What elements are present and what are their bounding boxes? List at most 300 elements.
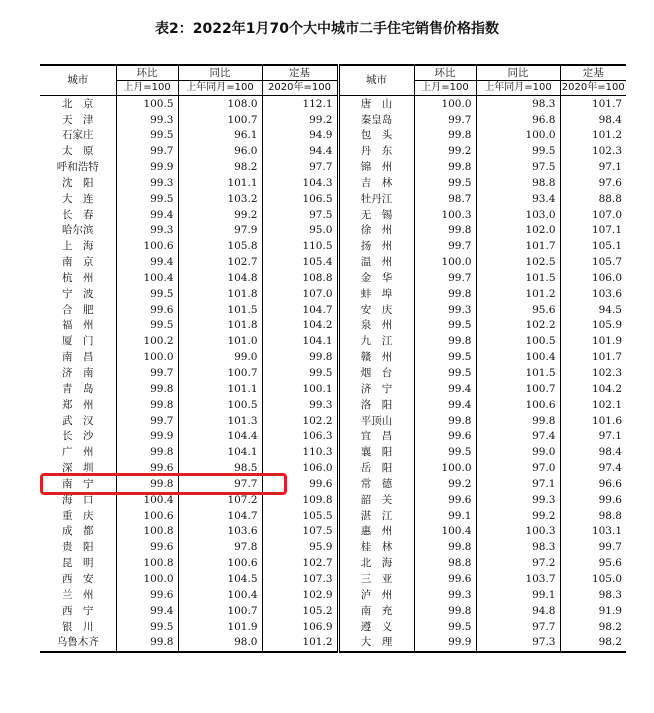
yoy-value: 104.8 bbox=[178, 270, 262, 286]
base-value: 100.1 bbox=[262, 381, 338, 397]
city-name: 蚌 埠 bbox=[338, 286, 414, 302]
base-value: 97.1 bbox=[560, 429, 626, 445]
yoy-value: 98.2 bbox=[178, 159, 262, 175]
yoy-value: 103.2 bbox=[178, 191, 262, 207]
city-name: 南 充 bbox=[338, 603, 414, 619]
mom-value: 99.8 bbox=[414, 603, 476, 619]
base-value: 97.5 bbox=[262, 207, 338, 223]
mom-value: 99.7 bbox=[414, 239, 476, 255]
yoy-value: 100.6 bbox=[178, 555, 262, 571]
mom-value: 99.4 bbox=[116, 207, 178, 223]
mom-value: 99.5 bbox=[414, 318, 476, 334]
base-value: 99.2 bbox=[262, 112, 338, 128]
city-name: 扬 州 bbox=[338, 239, 414, 255]
city-name: 锦 州 bbox=[338, 159, 414, 175]
yoy-value: 100.4 bbox=[178, 587, 262, 603]
table-row bbox=[40, 508, 626, 524]
city-name: 天 津 bbox=[62, 113, 94, 126]
yoy-value: 93.4 bbox=[476, 191, 560, 207]
city-name: 安 庆 bbox=[338, 302, 414, 318]
mom-value: 100.0 bbox=[414, 96, 476, 112]
city-name: 大 连 bbox=[62, 192, 94, 205]
mom-value: 99.6 bbox=[116, 587, 178, 603]
table-row bbox=[40, 191, 626, 207]
base-value: 98.3 bbox=[560, 587, 626, 603]
yoy-value: 97.3 bbox=[476, 635, 560, 652]
yoy-value: 99.5 bbox=[476, 144, 560, 160]
mom-value: 99.8 bbox=[414, 128, 476, 144]
base-value: 105.9 bbox=[560, 318, 626, 334]
city-name: 南 宁 bbox=[62, 477, 94, 490]
yoy-value: 104.5 bbox=[178, 571, 262, 587]
base-value: 108.8 bbox=[262, 270, 338, 286]
base-value: 106.0 bbox=[262, 460, 338, 476]
base-value: 98.2 bbox=[560, 619, 626, 635]
yoy-value: 97.1 bbox=[476, 476, 560, 492]
table-row bbox=[40, 239, 626, 255]
mom-value: 99.9 bbox=[116, 429, 178, 445]
base-value: 107.5 bbox=[262, 524, 338, 540]
yoy-value: 101.9 bbox=[178, 619, 262, 635]
mom-value: 99.8 bbox=[116, 445, 178, 461]
base-value: 99.8 bbox=[262, 350, 338, 366]
table-row bbox=[40, 270, 626, 286]
city-name: 哈尔滨 bbox=[62, 224, 94, 237]
mom-value: 99.2 bbox=[414, 144, 476, 160]
mom-value: 100.4 bbox=[116, 270, 178, 286]
city-name: 常 德 bbox=[338, 476, 414, 492]
city-name: 烟 台 bbox=[338, 365, 414, 381]
base-value: 106.9 bbox=[262, 619, 338, 635]
yoy-value: 101.5 bbox=[476, 270, 560, 286]
yoy-value: 103.6 bbox=[178, 524, 262, 540]
city-name: 广 州 bbox=[62, 446, 94, 459]
mom-value: 99.4 bbox=[116, 254, 178, 270]
base-value: 101.7 bbox=[560, 350, 626, 366]
city-name: 南 京 bbox=[62, 256, 94, 269]
mom-value: 100.2 bbox=[116, 334, 178, 350]
mom-value: 98.8 bbox=[414, 555, 476, 571]
yoy-value: 100.4 bbox=[476, 350, 560, 366]
base-value: 103.1 bbox=[560, 524, 626, 540]
table-row bbox=[40, 619, 626, 635]
city-name: 石家庄 bbox=[62, 129, 94, 142]
mom-value: 99.8 bbox=[116, 397, 178, 413]
city-name: 牡丹江 bbox=[338, 191, 414, 207]
mom-value: 100.3 bbox=[414, 207, 476, 223]
mom-value: 99.6 bbox=[414, 429, 476, 445]
table-row bbox=[40, 223, 626, 239]
mom-value: 99.6 bbox=[414, 571, 476, 587]
yoy-value: 103.7 bbox=[476, 571, 560, 587]
base-value: 104.7 bbox=[262, 302, 338, 318]
city-name: 沈 阳 bbox=[62, 176, 94, 189]
city-name: 金 华 bbox=[338, 270, 414, 286]
city-name: 重 庆 bbox=[62, 509, 94, 522]
yoy-value: 97.4 bbox=[476, 429, 560, 445]
base-value: 106.5 bbox=[262, 191, 338, 207]
base-value: 97.7 bbox=[262, 159, 338, 175]
mom-value: 99.8 bbox=[116, 381, 178, 397]
mom-header: 环比 bbox=[116, 65, 178, 81]
base-value: 98.4 bbox=[560, 112, 626, 128]
yoy-value: 95.6 bbox=[476, 302, 560, 318]
yoy-value: 100.7 bbox=[178, 365, 262, 381]
table-row bbox=[40, 413, 626, 429]
base-value: 98.8 bbox=[560, 508, 626, 524]
city-name: 宜 昌 bbox=[338, 429, 414, 445]
yoy-value: 102.0 bbox=[476, 223, 560, 239]
base-value: 94.5 bbox=[560, 302, 626, 318]
city-name: 上 海 bbox=[62, 240, 94, 253]
page-title: 表2：2022年1月70个大中城市二手住宅销售价格指数 bbox=[155, 21, 499, 37]
base-value: 107.3 bbox=[262, 571, 338, 587]
mom-value: 99.5 bbox=[116, 318, 178, 334]
city-name: 桂 林 bbox=[338, 540, 414, 556]
base-value: 102.1 bbox=[560, 397, 626, 413]
mom-header-right: 环比 bbox=[414, 65, 476, 81]
yoy-value: 105.8 bbox=[178, 239, 262, 255]
table-row bbox=[40, 571, 626, 587]
base-value: 102.7 bbox=[262, 555, 338, 571]
mom-value: 99.8 bbox=[116, 635, 178, 652]
city-name: 济 南 bbox=[62, 367, 94, 380]
city-name: 徐 州 bbox=[338, 223, 414, 239]
mom-value: 100.4 bbox=[116, 492, 178, 508]
mom-value: 99.6 bbox=[414, 492, 476, 508]
yoy-value: 99.2 bbox=[476, 508, 560, 524]
base-value: 99.7 bbox=[560, 540, 626, 556]
base-value: 101.2 bbox=[262, 635, 338, 652]
table-row bbox=[40, 429, 626, 445]
city-name: 昆 明 bbox=[62, 557, 94, 570]
mom-value: 99.5 bbox=[116, 128, 178, 144]
mom-value: 100.0 bbox=[414, 460, 476, 476]
mom-value: 99.5 bbox=[116, 619, 178, 635]
city-name: 成 都 bbox=[62, 525, 94, 538]
city-name: 贵 阳 bbox=[62, 541, 94, 554]
yoy-value: 100.7 bbox=[476, 381, 560, 397]
base-value: 104.3 bbox=[262, 175, 338, 191]
base-value: 97.6 bbox=[560, 175, 626, 191]
city-name: 济 宁 bbox=[338, 381, 414, 397]
city-name: 郑 州 bbox=[62, 398, 94, 411]
base-value: 95.6 bbox=[560, 555, 626, 571]
city-name: 海 口 bbox=[62, 493, 94, 506]
base-value: 105.2 bbox=[262, 603, 338, 619]
base-value: 95.0 bbox=[262, 223, 338, 239]
base-value: 91.9 bbox=[560, 603, 626, 619]
base-value: 107.0 bbox=[262, 286, 338, 302]
mom-value: 99.7 bbox=[116, 144, 178, 160]
table-row bbox=[40, 159, 626, 175]
base-value: 94.4 bbox=[262, 144, 338, 160]
mom-value: 99.3 bbox=[116, 112, 178, 128]
base-header-right: 定基 bbox=[560, 65, 626, 81]
yoy-value: 102.7 bbox=[178, 254, 262, 270]
yoy-value: 103.0 bbox=[476, 207, 560, 223]
base-value: 103.6 bbox=[560, 286, 626, 302]
mom-value: 100.0 bbox=[116, 350, 178, 366]
city-name: 赣 州 bbox=[338, 350, 414, 366]
yoy-value: 96.8 bbox=[476, 112, 560, 128]
city-header-right: 城市 bbox=[338, 65, 414, 96]
base-value: 96.6 bbox=[560, 476, 626, 492]
mom-value: 99.7 bbox=[116, 365, 178, 381]
yoy-value: 99.8 bbox=[476, 413, 560, 429]
yoy-value: 99.3 bbox=[476, 492, 560, 508]
mom-value: 100.6 bbox=[116, 239, 178, 255]
mom-value: 99.3 bbox=[116, 175, 178, 191]
table-header bbox=[40, 65, 626, 96]
base-value: 99.3 bbox=[262, 397, 338, 413]
city-name: 福 州 bbox=[62, 319, 94, 332]
mom-value: 99.3 bbox=[414, 302, 476, 318]
base-value: 104.1 bbox=[262, 334, 338, 350]
mom-value: 99.4 bbox=[414, 397, 476, 413]
yoy-value: 101.2 bbox=[476, 286, 560, 302]
city-name: 长 春 bbox=[62, 208, 94, 221]
table-row bbox=[40, 128, 626, 144]
table-row bbox=[40, 540, 626, 556]
yoy-value: 100.5 bbox=[178, 397, 262, 413]
city-name: 杭 州 bbox=[62, 271, 94, 284]
city-name: 合 肥 bbox=[62, 303, 94, 316]
mom-subheader: 上月=100 bbox=[116, 81, 178, 96]
base-value: 104.2 bbox=[262, 318, 338, 334]
mom-value: 100.5 bbox=[116, 96, 178, 112]
base-value: 102.3 bbox=[560, 144, 626, 160]
base-value: 98.2 bbox=[560, 635, 626, 652]
yoy-value: 98.3 bbox=[476, 540, 560, 556]
base-subheader-right: 2020年=100 bbox=[560, 81, 626, 96]
base-value: 99.5 bbox=[262, 365, 338, 381]
mom-value: 99.6 bbox=[116, 460, 178, 476]
base-value: 101.9 bbox=[560, 334, 626, 350]
yoy-value: 94.8 bbox=[476, 603, 560, 619]
city-name: 惠 州 bbox=[338, 524, 414, 540]
base-value: 105.0 bbox=[560, 571, 626, 587]
yoy-value: 101.1 bbox=[178, 381, 262, 397]
yoy-value: 98.5 bbox=[178, 460, 262, 476]
mom-value: 99.6 bbox=[116, 540, 178, 556]
city-name: 韶 关 bbox=[338, 492, 414, 508]
base-subheader: 2020年=100 bbox=[262, 81, 338, 96]
mom-value: 99.9 bbox=[414, 635, 476, 652]
yoy-value: 96.1 bbox=[178, 128, 262, 144]
mom-value: 99.5 bbox=[414, 619, 476, 635]
mom-value: 100.6 bbox=[116, 508, 178, 524]
yoy-value: 100.6 bbox=[476, 397, 560, 413]
yoy-value: 101.5 bbox=[476, 365, 560, 381]
base-value: 102.2 bbox=[262, 413, 338, 429]
city-name: 大 理 bbox=[338, 635, 414, 652]
table-row bbox=[40, 587, 626, 603]
yoy-value: 101.8 bbox=[178, 286, 262, 302]
city-name: 九 江 bbox=[338, 334, 414, 350]
mom-value: 98.7 bbox=[414, 191, 476, 207]
mom-value: 99.8 bbox=[414, 223, 476, 239]
city-name: 厦 门 bbox=[62, 335, 94, 348]
table-row bbox=[40, 302, 626, 318]
mom-value: 99.8 bbox=[414, 334, 476, 350]
yoy-value: 99.0 bbox=[476, 445, 560, 461]
table-row bbox=[40, 381, 626, 397]
yoy-value: 97.0 bbox=[476, 460, 560, 476]
city-name: 长 沙 bbox=[62, 430, 94, 443]
yoy-value: 99.1 bbox=[476, 587, 560, 603]
mom-value: 99.5 bbox=[414, 445, 476, 461]
base-value: 101.2 bbox=[560, 128, 626, 144]
city-name: 三 亚 bbox=[338, 571, 414, 587]
base-value: 105.1 bbox=[560, 239, 626, 255]
yoy-value: 104.1 bbox=[178, 445, 262, 461]
yoy-value: 97.7 bbox=[178, 476, 262, 492]
mom-value: 100.0 bbox=[116, 571, 178, 587]
yoy-value: 101.5 bbox=[178, 302, 262, 318]
city-name: 呼和浩特 bbox=[56, 161, 99, 174]
yoy-value: 108.0 bbox=[178, 96, 262, 112]
base-value: 107.1 bbox=[560, 223, 626, 239]
mom-value: 99.5 bbox=[116, 286, 178, 302]
yoy-value: 100.7 bbox=[178, 112, 262, 128]
city-name: 宁 波 bbox=[62, 287, 94, 300]
yoy-value: 98.3 bbox=[476, 96, 560, 112]
city-header: 城市 bbox=[40, 65, 116, 96]
city-name: 深 圳 bbox=[62, 462, 94, 475]
base-value: 102.9 bbox=[262, 587, 338, 603]
yoy-value: 98.0 bbox=[178, 635, 262, 652]
mom-value: 99.5 bbox=[116, 191, 178, 207]
base-value: 102.3 bbox=[560, 365, 626, 381]
yoy-value: 104.7 bbox=[178, 508, 262, 524]
base-value: 104.2 bbox=[560, 381, 626, 397]
yoy-value: 102.2 bbox=[476, 318, 560, 334]
yoy-value: 107.2 bbox=[178, 492, 262, 508]
city-name: 遵 义 bbox=[338, 619, 414, 635]
table-row bbox=[40, 318, 626, 334]
mom-value: 99.4 bbox=[116, 603, 178, 619]
yoy-value: 100.3 bbox=[476, 524, 560, 540]
city-name: 襄 阳 bbox=[338, 445, 414, 461]
base-header: 定基 bbox=[262, 65, 338, 81]
yoy-value: 100.7 bbox=[178, 603, 262, 619]
table-row bbox=[40, 555, 626, 571]
city-name: 太 原 bbox=[62, 145, 94, 158]
table-row bbox=[40, 524, 626, 540]
mom-value: 100.8 bbox=[116, 524, 178, 540]
city-name: 西 安 bbox=[62, 572, 94, 585]
table-row bbox=[40, 254, 626, 270]
mom-value: 99.2 bbox=[414, 476, 476, 492]
table-row bbox=[40, 350, 626, 366]
city-name: 湛 江 bbox=[338, 508, 414, 524]
yoy-value: 98.8 bbox=[476, 175, 560, 191]
base-value: 94.9 bbox=[262, 128, 338, 144]
base-value: 110.5 bbox=[262, 239, 338, 255]
base-value: 97.4 bbox=[560, 460, 626, 476]
mom-value: 99.8 bbox=[116, 476, 178, 492]
base-value: 107.0 bbox=[560, 207, 626, 223]
city-name: 丹 东 bbox=[338, 144, 414, 160]
yoy-subheader-right: 上年同月=100 bbox=[476, 81, 560, 96]
yoy-value: 97.8 bbox=[178, 540, 262, 556]
yoy-value: 102.5 bbox=[476, 254, 560, 270]
mom-value: 99.9 bbox=[116, 159, 178, 175]
base-value: 109.8 bbox=[262, 492, 338, 508]
yoy-value: 97.5 bbox=[476, 159, 560, 175]
mom-value: 99.7 bbox=[414, 112, 476, 128]
mom-value: 99.5 bbox=[414, 365, 476, 381]
city-name: 武 汉 bbox=[62, 414, 94, 427]
city-name: 吉 林 bbox=[338, 175, 414, 191]
city-name: 包 头 bbox=[338, 128, 414, 144]
yoy-value: 97.2 bbox=[476, 555, 560, 571]
city-name: 兰 州 bbox=[62, 588, 94, 601]
city-name: 平顶山 bbox=[338, 413, 414, 429]
mom-value: 99.1 bbox=[414, 508, 476, 524]
city-name: 岳 阳 bbox=[338, 460, 414, 476]
mom-subheader-right: 上月=100 bbox=[414, 81, 476, 96]
mom-value: 99.7 bbox=[116, 413, 178, 429]
base-value: 105.5 bbox=[262, 508, 338, 524]
city-name: 温 州 bbox=[338, 254, 414, 270]
base-value: 106.0 bbox=[560, 270, 626, 286]
table-body bbox=[40, 96, 626, 652]
base-value: 106.3 bbox=[262, 429, 338, 445]
city-name: 北 京 bbox=[62, 97, 94, 110]
yoy-subheader: 上年同月=100 bbox=[178, 81, 262, 96]
city-name: 青 岛 bbox=[62, 382, 94, 395]
mom-value: 99.5 bbox=[414, 175, 476, 191]
table-row bbox=[40, 460, 626, 476]
table-row bbox=[40, 207, 626, 223]
yoy-value: 101.1 bbox=[178, 175, 262, 191]
table-row bbox=[40, 144, 626, 160]
table-row bbox=[40, 175, 626, 191]
base-value: 99.6 bbox=[560, 492, 626, 508]
city-name: 南 昌 bbox=[62, 351, 94, 364]
yoy-value: 99.2 bbox=[178, 207, 262, 223]
base-value: 101.7 bbox=[560, 96, 626, 112]
base-value: 101.6 bbox=[560, 413, 626, 429]
base-value: 95.9 bbox=[262, 540, 338, 556]
yoy-value: 100.0 bbox=[476, 128, 560, 144]
table-row bbox=[40, 476, 626, 492]
yoy-value: 101.0 bbox=[178, 334, 262, 350]
yoy-value: 97.7 bbox=[476, 619, 560, 635]
table-row bbox=[40, 635, 626, 652]
city-name: 泸 州 bbox=[338, 587, 414, 603]
table-row bbox=[40, 445, 626, 461]
table-row bbox=[40, 334, 626, 350]
yoy-value: 97.9 bbox=[178, 223, 262, 239]
base-value: 105.7 bbox=[560, 254, 626, 270]
city-name: 洛 阳 bbox=[338, 397, 414, 413]
table-row bbox=[40, 112, 626, 128]
table-row bbox=[40, 365, 626, 381]
base-value: 105.4 bbox=[262, 254, 338, 270]
base-value: 99.6 bbox=[262, 476, 338, 492]
base-value: 88.8 bbox=[560, 191, 626, 207]
mom-value: 99.8 bbox=[414, 540, 476, 556]
city-name: 北 海 bbox=[338, 555, 414, 571]
mom-value: 100.4 bbox=[414, 524, 476, 540]
table-row bbox=[40, 492, 626, 508]
yoy-value: 99.0 bbox=[178, 350, 262, 366]
mom-value: 99.8 bbox=[414, 159, 476, 175]
yoy-header: 同比 bbox=[178, 65, 262, 81]
